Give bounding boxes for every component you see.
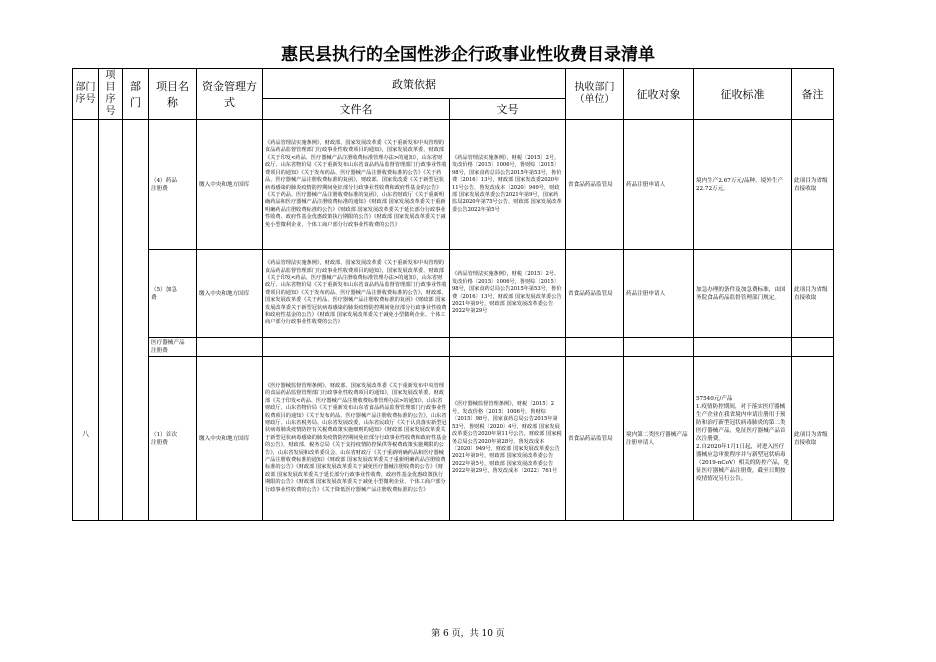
dept-no-cell: 八 (73, 120, 99, 521)
doc-name: 《药品管理法实施条例》，财政部、国家发展改革委《关于重新发布中央管理的食品药品监督管理部门行政事业性收费项目的通知》，国家发展改革委、财政部《关于印发<药品、医疗器械产品注册收费标准管理办法>的通知》，山东省财政厅、山东省物价局《关于重新发布山东省食品药品监督管理部门行政事业性收费项目的通知》《关于发布药品、医疗器械产品注册收费标准的公告》《关于药品、医疗器械产品注册收费标准的复函》，财政部、国家发改委《关于新型冠状病毒感染的肺炎疫情防控期间免征部分行政事业性收费和政府性基金的公告》《关于药品、医疗器械产品注册收费标准的复函》，山东省财政厅《关于重新明确药品和医疗器械产品注册收费标准的通知》《财政部 国家发展改革委关于重新明确药品注册收费标准的公告》《财政部 国家发展改革委关于延长部分行政事业性收费、政府性基金优惠政策执行期限的公告》《财政部 国家发展改革委关于减免小型微利企业、个体工商户部分行政事业性收费的公告》 (263, 120, 450, 250)
doc-name: 《药品管理法实施条例》，财政部、国家发展改革委《关于重新发布中央管理的食品药品监督管理部门行政事业性收费项目的通知》，国家发展改革委、财政部《关于印发<药品、医疗器械产品注册收费标准管理办法>的通知》，山东省财政厅、山东省物价局《关于重新发布山东省食品药品监督管理部门行政事业性收费项目的通知》《关于发布药品、医疗器械产品注册收费标准的公告》，财政部、国家发展改革委《关于药品、医疗器械产品注册收费标准的复函》《财政部 国家发展改革委关于新型冠状病毒感染的肺炎疫情防控期间免征部分行政事业性收费和政府性基金的公告》《财政部 国家发展改革委关于减免小型微利企业、个体工商户部分行政事业性收费的公告》 (263, 250, 450, 338)
item-no-cell (99, 120, 123, 521)
header-dept: 部门 (123, 69, 149, 120)
target: 境内第二类医疗器械产品注册申请人 (624, 357, 694, 521)
standard: 境内生产2.67万元/品种，境外生产22.72万元。 (694, 120, 792, 250)
doc-no: 《药品管理法实施条例》，财税〔2015〕2号，发改价格〔2015〕1006号，鲁财综〔2015〕98号，国家食药总局公告2015年第53号，鲁价费〔2016〕13号，财政部 国家发展改革委公告2021年第9号，财政部 国家发展改革委公告2022年第29号 (450, 250, 566, 338)
doc-no: 《医疗器械监督管理条例》，财税〔2015〕2号，发改价格〔2015〕1006号，鲁财综〔2015〕98号，国家食药总局公告2015年第53号，鲁财税〔2020〕4号，财政部 国家发展改革委公告2020年第11号公告，财政部 国家税务总局公告2020年第28号，鲁发改成本〔2020〕949号，财政部 国家发展改革委公告2021年第9号，财政部 国家发展改革委公告2022年第5号，财政部 国家发展改革委公告2022年第29号，鲁发改成本〔2022〕761号 (450, 357, 566, 521)
page-title: 惠民县执行的全国性涉企行政事业性收费目录清单 (281, 45, 655, 65)
doc-no: 《药品管理法实施条例》，财税〔2015〕2号，发改价格〔2015〕1006号，鲁财综〔2015〕98号，国家食药总局公告2015年第53号，鲁价费〔2016〕13号，财政部 国家发改委2020年11号公告，鲁发改成本〔2020〕949号，财政部 国家发展改革委公告2021年第9号，国家药监局2020年第75号公告，财政部 国家发展改革委公告2022年第5号 (450, 120, 566, 250)
exec-dept: 省食品药品监管局 (566, 120, 624, 250)
fund-mode: 缴入中央和地方国库 (197, 120, 263, 250)
exec-dept: 省食品药品监管局 (566, 250, 624, 338)
header-dept-no: 部门 序号 (73, 69, 99, 120)
item-name: （1）首次 注册费 (149, 357, 197, 521)
item-name: （5）加急 费 (149, 250, 197, 338)
fee-table (72, 68, 834, 521)
table-row (73, 357, 834, 521)
header-remark: 备注 (792, 69, 834, 120)
remark: 此项目为省级直接收取 (792, 250, 834, 338)
fund-mode: 缴入中央和地方国库 (197, 250, 263, 338)
standard: 加急办理的条件及加急费标准，由国务院食品药品监督管理部门规定。 (694, 250, 792, 338)
header-doc-name: 文件名 (263, 99, 450, 120)
header-exec-dept: 执收部门 （单位） (566, 69, 624, 120)
page-footer: 第 6 页，共 10 页 (431, 629, 505, 639)
remark: 此项目为省级直接收取 (792, 120, 834, 250)
item-name: 医疗器械产品 注册费 (149, 338, 197, 357)
table-row (73, 120, 834, 250)
remark: 此项目为省级直接收取 (792, 357, 834, 521)
header-standard: 征收标准 (694, 69, 792, 120)
item-name: （4）药品 注册费 (149, 120, 197, 250)
header-target: 征收对象 (624, 69, 694, 120)
target: 药品注册申请人 (624, 120, 694, 250)
table-row (73, 338, 834, 357)
dept-cell (123, 120, 149, 521)
header-fund-mode: 资金管理方式 (197, 69, 263, 120)
header-item-no: 项目 序号 (99, 69, 123, 120)
header-policy: 政策依据 (263, 69, 566, 99)
target: 药品注册申请人 (624, 250, 694, 338)
table-row (73, 250, 834, 338)
header-item-name: 项目名称 (149, 69, 197, 120)
header-doc-no: 文号 (450, 99, 566, 120)
exec-dept: 省食品药品监管局 (566, 357, 624, 521)
fund-mode: 缴入中央和地方国库 (197, 357, 263, 521)
doc-name: 《医疗器械监督管理条例》，财政部、国家发展改革委《关于重新发布中央管理的食品药品监督管理部门行政事业性收费项目的通知》，国家发展改革委、财政部《关于印发<药品、医疗器械产品注册收费标准管理办法>的通知》，山东省财政厅、山东省物价局《关于重新发布山东省食品药品监督管理部门行政事业性收费项目的通知》《关于发布药品、医疗器械产品注册收费标准的公告》，山东省财政厅、山东省税务局、山东省发展改委，山东省民政厅《关于认真落实新型冠状病毒肺炎疫情防控有关税费政策实施细则的通知》《财政部 国家发展改革委关于新型冠状病毒感染的肺炎疫情防控期间免征部分行政事业性收费和政府性基金的公告》，财政部、税务总局《关于支持疫情防控保供等税费政策实施期限的公告》，山东省发展和改革委员会、山东省财政厅《关于重新明确药品和医疗器械产品注册收费标准的通知》《财政部 国家发展改革委关于重新明确药品注册收费标准的公告》《财政部 国家发展改革委关于减免医疗器械注册收费的公告》《财政部 国家发展改革委关于延长部分行政事业性收费、政府性基金优惠政策执行期限的公告》《财政部 国家发展改革委关于减免小型微利企业、个体工商户部分行政事业性收费的公告》《关于降低医疗器械产品注册收费标准的公告》 (263, 357, 450, 521)
standard: 57540元/产品 1.疫情防控期间，对于落实医疗器械生产企业在我省境内申请注册用于预防和治疗新型冠状病毒肺炎的第二类医疗器械产品，免征医疗器械产品首次注册费。 2.自2020年1月1日起，对进入医疗器械应急审批程序并与新型冠状病毒（2019-nCoV）相关的防控产品，免征医疗器械产品注册费，截至日期按疫情情况另行公告。 (694, 357, 792, 521)
